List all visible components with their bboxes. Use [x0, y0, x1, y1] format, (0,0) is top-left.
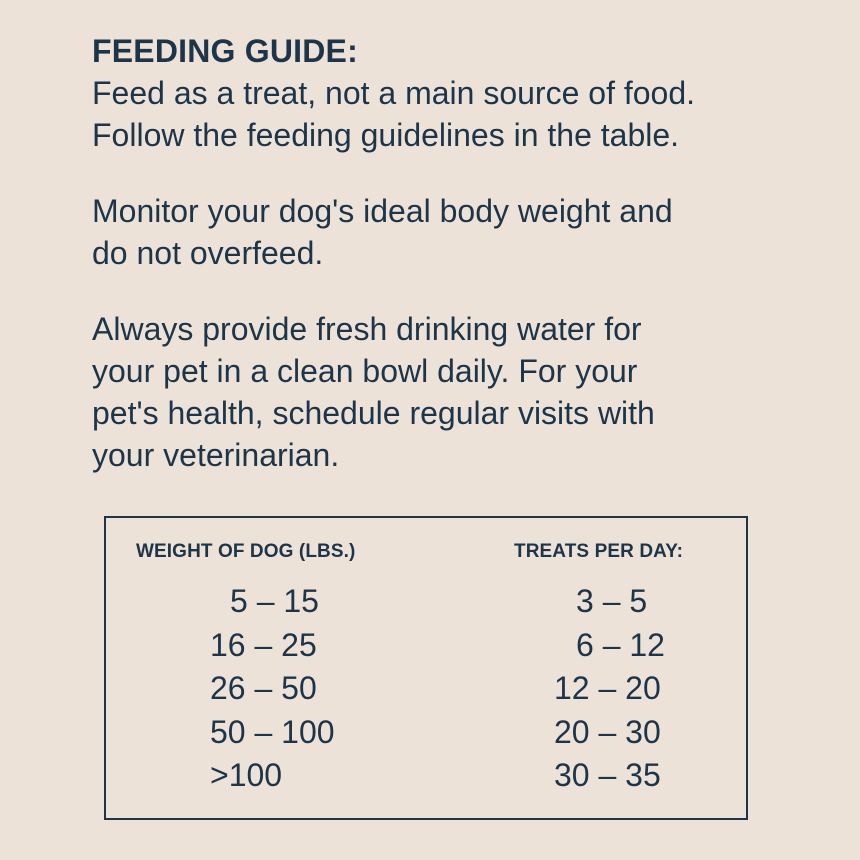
weight-cell: >100 — [210, 757, 283, 793]
weight-cell: 26 – 50 — [210, 670, 317, 706]
treats-cell: 20 – 30 — [554, 713, 661, 750]
feeding-guide-heading: FEEDING GUIDE: — [92, 33, 358, 69]
table-row — [106, 667, 746, 711]
paragraph-line: do not overfeed. — [92, 235, 324, 271]
treats-cell: 12 – 20 — [554, 670, 661, 706]
paragraph-line: your pet in a clean bowl daily. For your — [92, 353, 638, 389]
weight-cell: 5 – 15 — [230, 583, 319, 619]
feeding-table — [104, 516, 748, 820]
paragraph-line: Follow the feeding guidelines in the table. — [92, 117, 680, 153]
weight-cell: 16 – 25 — [210, 626, 317, 663]
water-and-vet-note — [92, 308, 812, 476]
treat-instructions — [92, 72, 812, 156]
weight-monitoring-note — [92, 190, 812, 274]
weight-column-header: WEIGHT OF DOG (LBS.) — [136, 541, 356, 562]
treats-cell: 3 – 5 — [576, 583, 648, 619]
weight-cell: 50 – 100 — [210, 713, 335, 750]
table-row — [106, 711, 746, 755]
paragraph-line: your veterinarian. — [92, 437, 340, 473]
treats-column-header: TREATS PER DAY: — [514, 541, 684, 562]
table-row — [106, 580, 746, 624]
paragraph-line: pet's health, schedule regular visits with — [92, 395, 655, 431]
treats-cell: 6 – 12 — [576, 626, 665, 663]
feeding-guide-text — [92, 30, 812, 476]
paragraph-line: Always provide fresh drinking water for — [92, 311, 642, 347]
treats-cell: 30 – 35 — [554, 757, 661, 793]
table-row — [106, 754, 746, 798]
table-row — [106, 624, 746, 668]
paragraph-line: Monitor your dog's ideal body weight and — [92, 193, 673, 229]
table-rows — [106, 580, 746, 798]
paragraph-line: Feed as a treat, not a main source of food. — [92, 75, 696, 111]
